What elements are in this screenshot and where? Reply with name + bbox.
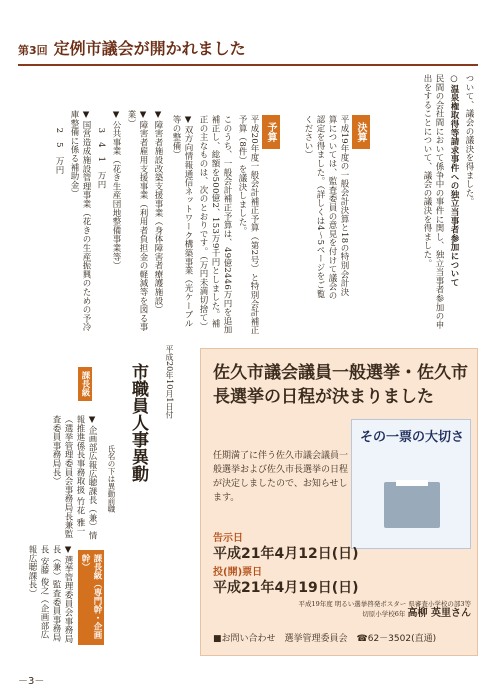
paragraph: 民間の会社間において係争中の事件に関し、独立当事者参加の申出をすることについて、議会の議決を得ました。 (422, 74, 444, 330)
paragraph: 平成19年度の一般会計決算と18の特別会計決算については、監査委員の意見を付けて議会の認定を得ました。（詳しくは4～5ページをご覧ください） (303, 115, 349, 300)
paragraph: ▼双方向情報通信ネットワーク構築事業（光ケーブル等の整備） (171, 115, 193, 328)
title-rule (18, 64, 478, 66)
vote-date: 平成21年4月19日(日) (213, 580, 359, 596)
heading-yosan: 予算 (262, 115, 280, 149)
paragraph: ▼国営造成施設管理事業（花きの生産振興のための予冷庫整備に係る補助金） (69, 110, 91, 332)
caption-name: 高柳 英里さん (407, 608, 471, 619)
paragraph: ▼公共事業（花き生産団地整備事業等） (111, 110, 121, 270)
paragraph: ▼障害者雇用支援事業（利用者負担金の軽減等を図る事業） (126, 110, 148, 332)
hr-entry: ▼選挙管理委員会事務局長（兼）監査委員事務局長 安藤 俊之（企画部広報広聴課長） (27, 545, 73, 644)
ballot-slot (396, 480, 428, 486)
hr-entries-1 (22, 415, 98, 545)
issue-number: 第3回 (18, 44, 48, 57)
vote-label: 投(開)票日 (213, 567, 263, 578)
hr-badge-1: 課長級 (78, 367, 92, 401)
article-column-1 (405, 74, 475, 334)
election-notice (200, 348, 478, 656)
election-body (213, 449, 349, 505)
hr-note: 氏名の下は異動前職 (107, 445, 116, 513)
poster-image (351, 419, 471, 549)
paragraph: 3 4 1 万円 (96, 110, 106, 189)
hr-section (18, 345, 196, 645)
page-title (18, 36, 318, 62)
heading-kessan: 決算 (352, 115, 370, 149)
paragraph: 平成20年度一般会計補正予算（第2号）と特別会計補正予算（8件）を議決しました。 (237, 115, 259, 335)
poster-caption (241, 599, 471, 619)
paragraph: このうち、一般会計補正予算は、49億2446万円を追加補正し、総額を500億2、153万9千円としました。補正の主なものは、次のとおりです。（万円未満切捨て） (198, 115, 232, 335)
caption-school: 切原小学校6年 (362, 610, 406, 618)
article-column-2 (300, 115, 350, 305)
poster-text: その一票の大切さ (360, 430, 465, 445)
ballot-box-icon (384, 482, 440, 528)
article-column-3 (170, 115, 260, 335)
election-body-text: 任期満了に伴う佐久市議会議員一般選挙および佐久市長選挙の日程が決定しましたので、お知らせします。 (213, 451, 349, 503)
paragraph: ○温泉権取得等請求事件への独立当事者参加について (449, 74, 459, 287)
announce-date: 平成21年4月12日(日) (213, 546, 359, 562)
paragraph: 2 5 万円 (54, 110, 64, 175)
election-title: 佐久市議会議員一般選挙・佐久市長選挙の日程が決まりました (213, 363, 468, 407)
announce-label: 告示日 (213, 533, 243, 544)
hr-badge-2: 課長級（専門幹・企画幹） (78, 550, 104, 645)
hr-entry: ▼企画部広報広聴課長（兼）情報推進係長事務取扱 竹花 雅一（選挙管理委員会事務局長兼監査委員事務局長） (51, 415, 97, 540)
page-number: －3－ (18, 676, 45, 687)
hr-date: 平成20年10月1日付 (165, 345, 174, 419)
caption-line: 平成19年度 明るい選挙啓発ポスター 県審査小学校の部3等 (298, 600, 471, 608)
hr-title: 市職員人事異動 (128, 363, 148, 482)
article-column-4 (22, 110, 164, 335)
paragraph: ついて、議会の議決を得ました。 (464, 74, 474, 206)
hr-entries-2 (22, 545, 74, 645)
paragraph: ▼障害者施設改築支援事業（身体障害者療護施設） (153, 110, 163, 314)
contact-line: ■お問い合わせ 選挙管理委員会 ☎62－3502(直通) (213, 634, 437, 644)
title-text: 定例市議会が開かれました (53, 39, 246, 58)
